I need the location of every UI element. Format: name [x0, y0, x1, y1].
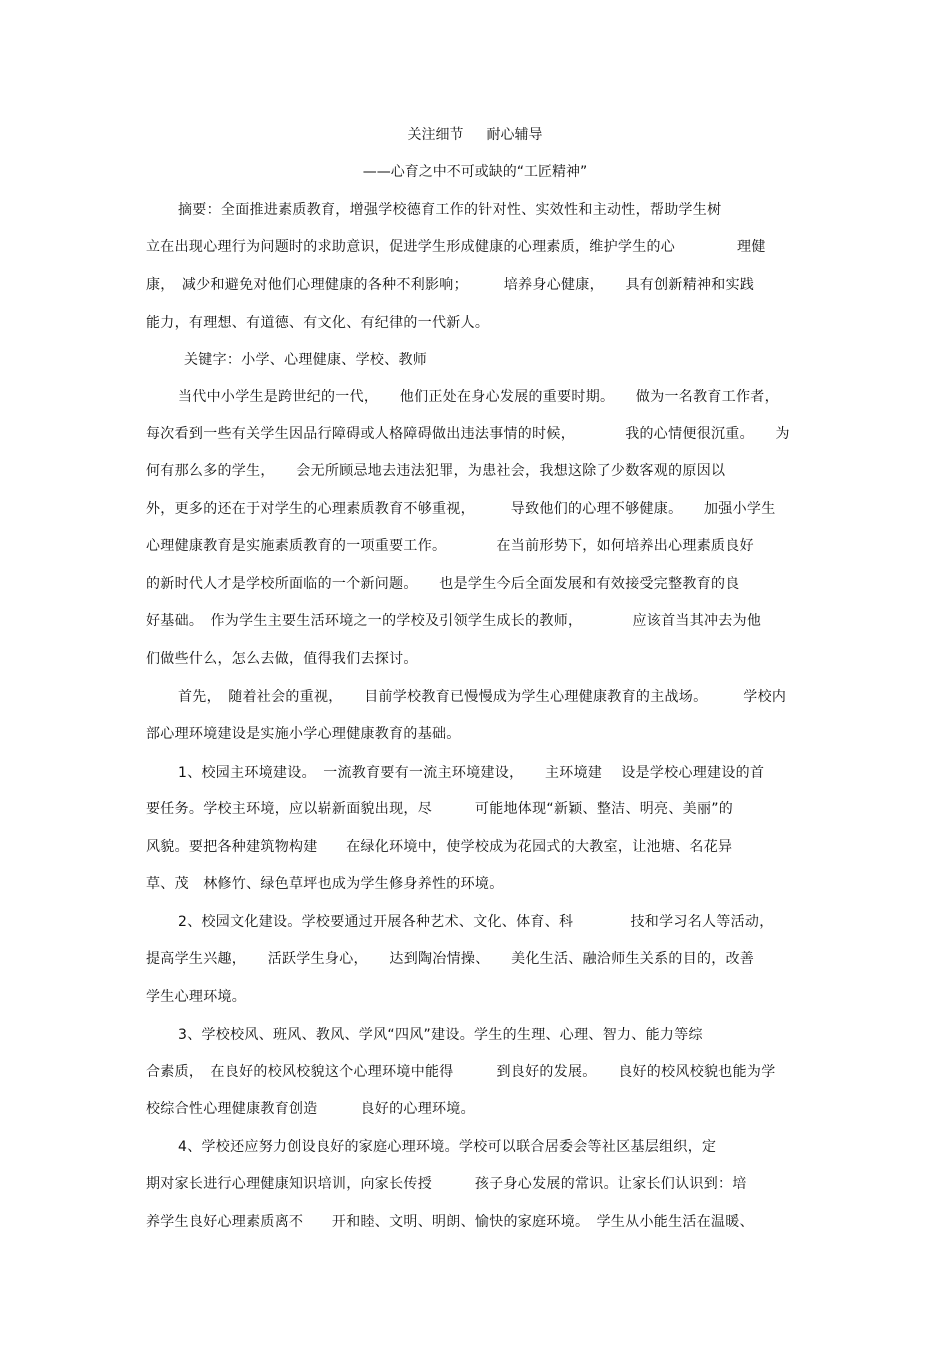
abstract-line-4: 能力，有理想、有道德、有文化、有纪律的一代新人。	[146, 315, 490, 331]
abstract-line-3: 康， 减少和避免对他们心理健康的各种不利影响； 培养身心健康， 具有创新精神和实践	[146, 277, 755, 293]
body-line-7: 好基础。 作为学生主要生活环境之一的学校及引领学生成长的教师， 应该首当其冲去为他	[146, 613, 762, 629]
item-4-line-2: 期对家长进行心理健康知识培训，向家长传授 孩子身心发展的常识。让家长们认识到：培	[146, 1176, 747, 1192]
item-2-line-2: 提高学生兴趣， 活跃学生身心， 达到陶冶情操、 美化生活、融洽师生关系的目的，改善	[146, 951, 755, 967]
item-3-line-1: 3、学校校风、班风、教风、学风“四风”建设。学生的生理、心理、智力、能力等综	[178, 1027, 703, 1043]
body-line-4: 外，更多的还在于对学生的心理素质教育不够重视， 导致他们的心理不够健康。 加强小学生	[146, 501, 776, 517]
body-line-3: 何有那么多的学生， 会无所顾忌地去违法犯罪，为患社会，我想这除了少数客观的原因以	[146, 463, 726, 479]
item-1-line-2: 要任务。学校主环境，应以崭新面貌出现，尽 可能地体现“新颖、整洁、明亮、美丽”的	[146, 801, 734, 817]
body-line-8: 们做些什么，怎么去做，值得我们去探讨。	[146, 651, 418, 667]
body-line-6: 的新时代人才是学校所面临的一个新问题。 也是学生今后全面发展和有效接受完整教育的良	[146, 576, 740, 592]
item-3-line-2: 合素质， 在良好的校风校貌这个心理环境中能得 到良好的发展。 良好的校风校貌也能为学	[146, 1064, 776, 1080]
item-4-line-3: 养学生良好心理素质离不 开和睦、文明、明朗、愉快的家庭环境。 学生从小能生活在温暖、	[146, 1214, 754, 1230]
item-3-line-3: 校综合性心理健康教育创造 良好的心理环境。	[146, 1101, 475, 1117]
item-2-line-3: 学生心理环境。	[146, 989, 247, 1005]
body-line-1: 当代中小学生是跨世纪的一代， 他们正处在身心发展的重要时期。 做为一名教育工作者，	[178, 389, 779, 405]
abstract-line-2: 立在出现心理行为问题时的求助意识，促进学生形成健康的心理素质，维护学生的心 理健	[146, 239, 766, 255]
document-title: 关注细节 耐心辅导	[407, 127, 543, 143]
keywords-line: 关键字：小学、心理健康、学校、教师	[184, 352, 428, 368]
body-line-10: 部心理环境建设是实施小学心理健康教育的基础。	[146, 726, 461, 742]
item-4-line-1: 4、学校还应努力创设良好的家庭心理环境。学校可以联合居委会等社区基层组织，定	[178, 1139, 717, 1155]
document-subtitle: ——心育之中不可或缺的“工匠精神”	[362, 164, 588, 180]
item-2-line-1: 2、校园文化建设。学校要通过开展各种艺术、文化、体育、科 技和学习名人等活动，	[178, 914, 774, 930]
item-1-line-1: 1、校园主环境建设。 一流教育要有一流主环境建设， 主环境建 设是学校心理建设的首	[178, 765, 765, 781]
item-1-line-4: 草、茂 林修竹、绿色草坪也成为学生修身养性的环境。	[146, 876, 504, 892]
abstract-line-1: 摘要：全面推进素质教育，增强学校德育工作的针对性、实效性和主动性，帮助学生树	[178, 202, 722, 218]
body-line-2: 每次看到一些有关学生因品行障碍或人格障碍做出违法事情的时候， 我的心情便很沉重。 为	[146, 426, 790, 442]
item-1-line-3: 风貌。要把各种建筑物构建 在绿化环境中，使学校成为花园式的大教室，让池塘、名花异	[146, 839, 733, 855]
body-line-5: 心理健康教育是实施素质教育的一项重要工作。 在当前形势下，如何培养出心理素质良好	[146, 538, 754, 554]
body-line-9: 首先， 随着社会的重视， 目前学校教育已慢慢成为学生心理健康教育的主战场。 学校内	[178, 689, 787, 705]
